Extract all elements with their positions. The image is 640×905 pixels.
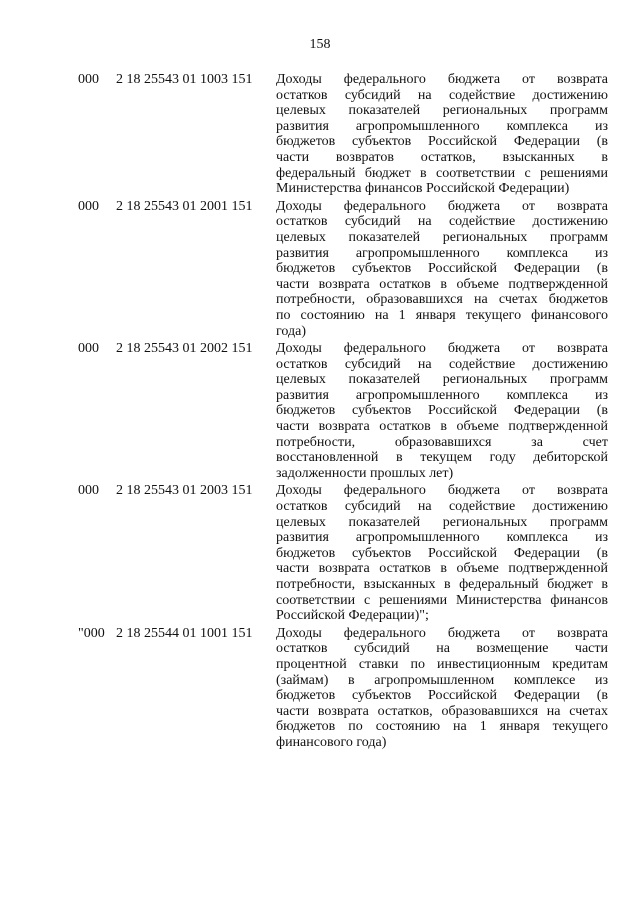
description-line: части возврата остатков в объеме подтвержденной xyxy=(276,419,608,435)
budget-classification-code: 2 18 25543 01 2001 151 xyxy=(116,198,253,214)
description-line: остатков субсидий на возмещение части xyxy=(276,641,608,657)
administrator-code: 000 xyxy=(78,341,99,357)
budget-classification-code: 2 18 25543 01 2002 151 xyxy=(116,341,253,357)
description-line: развития агропромышленного комплекса из xyxy=(276,245,608,261)
description-line: бюджетов субъектов Российской Федерации (в xyxy=(276,403,608,419)
description-line: бюджетов субъектов Российской Федерации (в xyxy=(276,261,608,277)
description-line: бюджетов субъектов Российской Федерации (в xyxy=(276,688,608,704)
description-line: целевых показателей региональных программ xyxy=(276,103,608,119)
administrator-code: 000 xyxy=(78,483,99,499)
income-description xyxy=(276,483,608,623)
description-line: восстановленной в текущем году дебиторской xyxy=(276,450,608,466)
description-line: целевых показателей региональных программ xyxy=(276,229,608,245)
description-line: (займам) в агропромышленном комплексе из xyxy=(276,672,608,688)
description-line: целевых показателей региональных программ xyxy=(276,514,608,530)
budget-classification-code: 2 18 25543 01 1003 151 xyxy=(116,72,253,87)
income-description xyxy=(276,626,608,751)
description-line: бюджетов по состоянию на 1 января текущего xyxy=(276,719,608,735)
description-line: Доходы федерального бюджета от возврата xyxy=(276,72,608,87)
description-line: Российской Федерации)"; xyxy=(276,608,429,624)
description-line: части возвратов остатков, взысканных в xyxy=(276,149,608,165)
description-line: целевых показателей региональных программ xyxy=(276,372,608,388)
administrator-code: 000 xyxy=(78,198,99,214)
budget-classification-code: 2 18 25543 01 2003 151 xyxy=(116,483,253,499)
description-line: части возврата остатков в объеме подтвержденной xyxy=(276,561,608,577)
description-line: потребности, образовавшихся на счетах бюджетов xyxy=(276,292,608,308)
description-line: бюджетов субъектов Российской Федерации (в xyxy=(276,134,608,150)
description-line: задолженности прошлых лет) xyxy=(276,465,454,481)
budget-code-entry xyxy=(0,199,640,339)
description-line: развития агропромышленного комплекса из xyxy=(276,387,608,403)
description-line: Доходы федерального бюджета от возврата xyxy=(276,483,608,499)
description-line: потребности, образовавшихся за счет xyxy=(276,434,608,450)
description-line: развития агропромышленного комплекса из xyxy=(276,118,608,134)
budget-code-entry xyxy=(0,341,640,481)
budget-codes-list xyxy=(0,72,640,751)
description-line: финансового года) xyxy=(276,734,387,750)
budget-classification-code: 2 18 25544 01 1001 151 xyxy=(116,625,253,641)
income-description xyxy=(276,341,608,481)
budget-code-entry xyxy=(0,483,640,623)
description-line: остатков субсидий на содействие достижению xyxy=(276,87,608,103)
description-line: остатков субсидий на содействие достижению xyxy=(276,214,608,230)
description-line: года) xyxy=(276,323,306,339)
income-description xyxy=(276,72,608,197)
description-line: части возврата остатков, образовавшихся на счетах xyxy=(276,703,608,719)
administrator-code: "000 xyxy=(78,625,105,641)
income-description xyxy=(276,199,608,339)
description-line: потребности, взысканных в федеральный бюджет в xyxy=(276,577,608,592)
description-line: Доходы федерального бюджета от возврата xyxy=(276,198,608,214)
description-line: Доходы федерального бюджета от возврата xyxy=(276,341,608,357)
description-line: бюджетов субъектов Российской Федерации (в xyxy=(276,545,608,561)
description-line: развития агропромышленного комплекса из xyxy=(276,530,608,546)
page-number: 158 xyxy=(309,37,331,52)
administrator-code: 000 xyxy=(78,72,99,87)
description-line: процентной ставки по инвестиционным кредитам xyxy=(276,656,608,672)
description-line: части возврата остатков в объеме подтвержденной xyxy=(276,276,608,292)
description-line: соответствии с решениями Министерства финансов xyxy=(276,592,608,608)
budget-code-entry xyxy=(0,626,640,751)
budget-code-entry xyxy=(0,72,640,197)
description-line: Доходы федерального бюджета от возврата xyxy=(276,625,608,641)
description-line: по состоянию на 1 января текущего финансового xyxy=(276,307,608,323)
description-line: остатков субсидий на содействие достижению xyxy=(276,356,608,372)
description-line: остатков субсидий на содействие достижению xyxy=(276,499,608,515)
description-line: Министерства финансов Российской Федерации) xyxy=(276,181,570,197)
description-line: федеральный бюджет в соответствии с решениями xyxy=(276,165,608,181)
